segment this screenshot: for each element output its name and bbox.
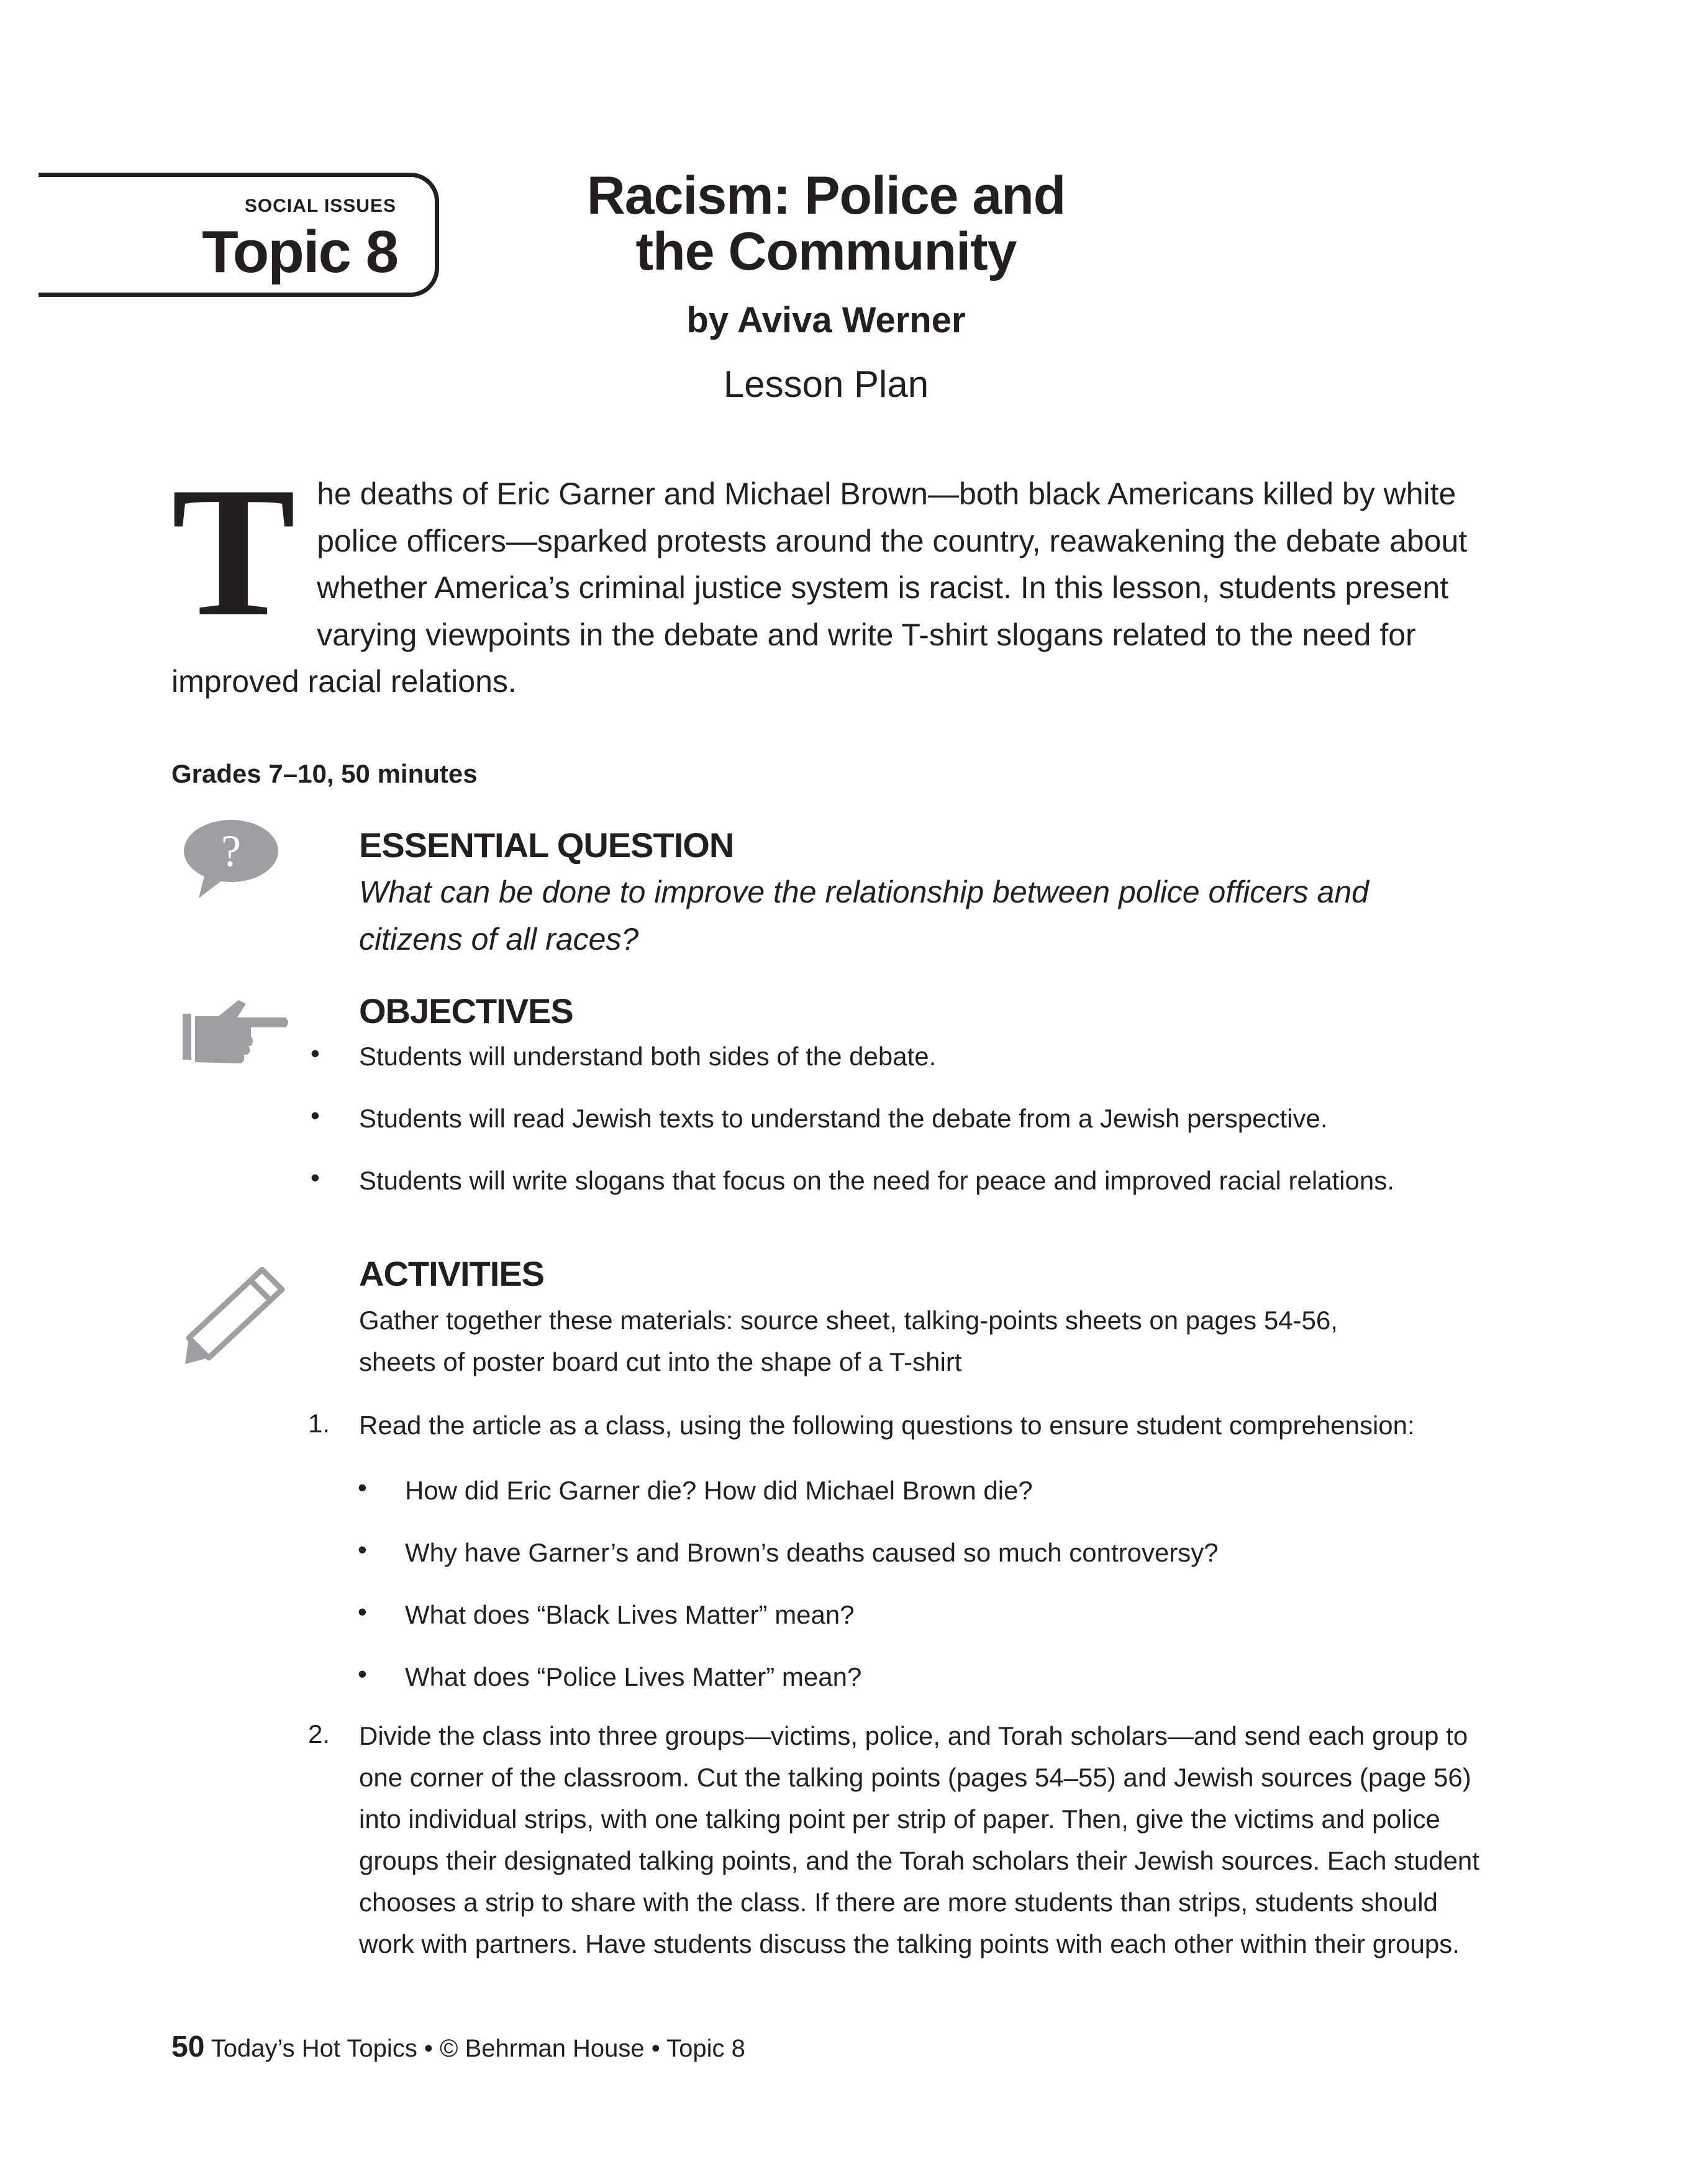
grades-duration: Grades 7–10, 50 minutes [171, 759, 478, 788]
footer-text: Today’s Hot Topics • © Behrman House • Topic 8 [211, 2035, 745, 2062]
topic-box [39, 173, 439, 297]
page-number: 50 [171, 2031, 205, 2063]
pointing-hand-icon [181, 993, 291, 1068]
essential-question-line: citizens of all races? [359, 922, 639, 957]
objective-item: Students will understand both sides of the debate. [359, 1042, 937, 1071]
materials-line: sheets of poster board cut into the shape of a T-shirt [359, 1347, 962, 1376]
pencil-icon [181, 1267, 287, 1367]
svg-text:?: ? [221, 826, 241, 876]
title-line: the Community [635, 222, 1017, 281]
step-text: Divide the class into three groups—victims, police, and Torah scholars—and send each group to one corner of the classroom. Cut the talking points (pages 54–55) and Jewish sources (page 56) into individual strips, with one talking point per strip of paper. Then, give the victims and police groups their designated talking points, and the Torah scholars their Jewish sources. Each student chooses a strip to share with the class. If there are more students than strips, students should work with partners. Have students discuss the talking points with each other within their groups. [359, 1721, 1479, 1958]
materials-text [359, 1299, 1514, 1383]
drop-cap: T [171, 448, 296, 655]
step-number: 1. [308, 1409, 330, 1438]
question-item: What does “Police Lives Matter” mean? [405, 1662, 862, 1691]
topic-category: SOCIAL ISSUES [244, 196, 396, 216]
step-text: Read the article as a class, using the following questions to ensure student comprehension: [359, 1411, 1415, 1440]
essential-question-line: What can be done to improve the relationship between police officers and [359, 875, 1369, 909]
bullet-marker: • [358, 1659, 367, 1688]
byline: by Aviva Werner [686, 300, 966, 340]
bullet-marker: • [311, 1101, 320, 1130]
activities-heading: ACTIVITIES [359, 1254, 545, 1293]
bullet-marker: • [311, 1039, 320, 1068]
question-item: Why have Garner’s and Brown’s deaths caused so much controversy? [405, 1538, 1219, 1567]
step-number: 2. [308, 1719, 330, 1749]
intro-text: he deaths of Eric Garner and Michael Brown—both black Americans killed by white police officers—sparked protests around the country, reawakening the debate about whether America’s criminal justice system is racist. In this lesson, students present varying viewpoints in the debate and write T-shirt slogans related to the need for improved racial relations. [171, 476, 1468, 699]
objective-item: Students will write slogans that focus on the need for peace and improved racial relations. [359, 1166, 1394, 1195]
bullet-marker: • [358, 1597, 367, 1626]
page-footer [171, 2030, 745, 2064]
question-item: What does “Black Lives Matter” mean? [405, 1600, 855, 1629]
intro-paragraph [171, 448, 1501, 706]
topic-number: Topic 8 [202, 219, 397, 285]
bullet-marker: • [358, 1535, 367, 1564]
materials-line: Gather together these materials: source sheet, talking-points sheets on pages 54-56, [359, 1306, 1338, 1335]
objective-item: Students will read Jewish texts to understand the debate from a Jewish perspective. [359, 1104, 1328, 1133]
objectives-heading: OBJECTIVES [359, 991, 573, 1030]
bullet-marker: • [358, 1473, 367, 1502]
essential-question-text [359, 868, 1514, 963]
title-line: Racism: Police and [586, 166, 1066, 225]
bullet-marker: • [311, 1163, 320, 1192]
essential-question-heading: ESSENTIAL QUESTION [359, 825, 734, 865]
question-item: How did Eric Garner die? How did Michael Brown die? [405, 1476, 1033, 1505]
document-type: Lesson Plan [723, 363, 929, 405]
question-bubble-icon [180, 819, 279, 899]
page-title [484, 168, 1168, 280]
